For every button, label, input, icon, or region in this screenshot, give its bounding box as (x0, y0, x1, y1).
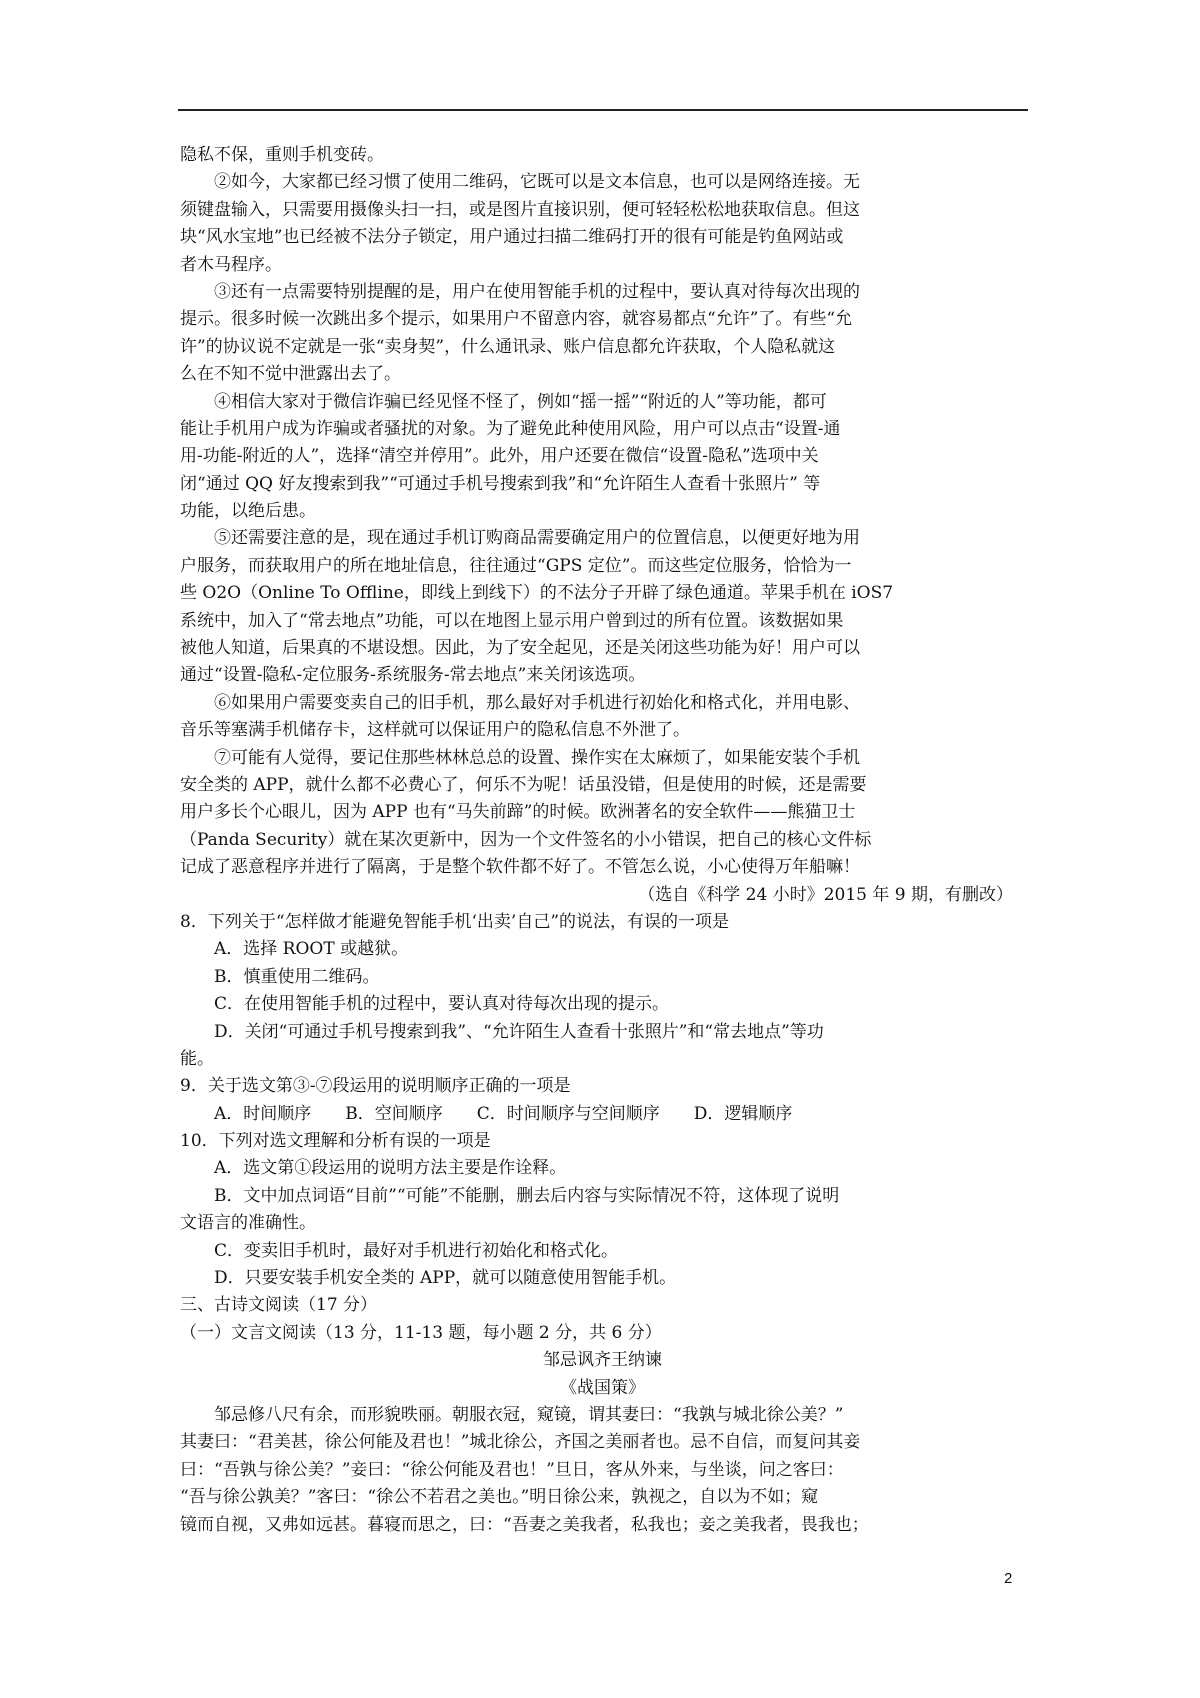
question-8: 8．下列关于“怎样做才能避免智能手机‘出卖’自己”的说法，有误的一项是 (180, 911, 730, 932)
subsection-heading: （一）文言文阅读（13 分，11-13 题，每小题 2 分，共 6 分） (180, 1322, 662, 1343)
classical-paragraph: 邹忌修八尺有余，而形貌昳丽。朝服衣冠，窥镜，谓其妻曰：“我孰与城北徐公美？” (214, 1404, 844, 1425)
text-line: 用户多长个心眼儿，因为 APP 也有“马失前蹄”的时候。欧洲著名的安全软件——熊猫卫士 (180, 802, 856, 823)
text-line: 隐私不保，重则手机变砖。 (180, 145, 384, 165)
text-line: 能让手机用户成为诈骗或者骚扰的对象。为了避免此种使用风险，用户可以点击“设置-通 (180, 418, 841, 439)
passage-title: 邹忌讽齐王纳谏 (543, 1350, 662, 1371)
text-line: 户服务，而获取用户的所在地址信息，往往通过“GPS 定位”。而这些定位服务，恰恰为一 (180, 555, 852, 576)
text-line: 记成了恶意程序并进行了隔离，于是整个软件都不好了。不管怎么说，小心使得万年船嘛！ (180, 857, 860, 878)
passage-source: 《战国策》 (560, 1377, 645, 1398)
text-line: 系统中，加入了“常去地点”功能，可以在地图上显示用户曾到过的所有位置。该数据如果 (180, 610, 844, 631)
text-line: 被他人知道，后果真的不堪设想。因此，为了安全起见，还是关闭这些功能为好！用户可以 (180, 638, 860, 659)
option-8b: B．慎重使用二维码。 (214, 966, 380, 987)
text-line: 安全类的 APP，就什么都不必费心了，何乐不为呢！话虽没错，但是使用的时候，还是需要 (180, 774, 867, 795)
option-10d: D．只要安装手机安全类的 APP，就可以随意使用智能手机。 (214, 1268, 677, 1289)
paragraph-4: ④相信大家对于微信诈骗已经见怪不怪了，例如“摇一摇”“附近的人”等功能，都可 (214, 391, 827, 412)
text-line: 须键盘输入，只需要用摄像头扫一扫，或是图片直接识别，便可轻轻松松地获取信息。但这 (180, 199, 860, 220)
text-line: 功能，以绝后患。 (180, 501, 316, 522)
text-line: 者木马程序。 (180, 254, 282, 275)
text-line: 些 O2O（Online To Offline，即线上到线下）的不法分子开辟了绿色通道。苹果手机在 iOS7 (180, 583, 894, 604)
question-10: 10．下列对选文理解和分析有误的一项是 (180, 1131, 491, 1152)
option-10c: C．变卖旧手机时，最好对手机进行初始化和格式化。 (214, 1240, 619, 1261)
text-line: 闭“通过 QQ 好友搜索到我”“可通过手机号搜索到我”和“允许陌生人查看十张照片” 等 (180, 473, 821, 494)
option-10a: A．选文第①段运用的说明方法主要是作诠释。 (214, 1158, 567, 1179)
text-line: “吾与徐公孰美？”客曰：“徐公不若君之美也。”明日徐公来，孰视之，自以为不如；窥 (180, 1487, 819, 1508)
text-line: 曰：“吾孰与徐公美？”妾曰：“徐公何能及君也！”旦日，客从外来，与坐谈，问之客曰： (180, 1459, 844, 1480)
paragraph-7: ⑦可能有人觉得，要记住那些林林总总的设置、操作实在太麻烦了，如果能安装个手机 (214, 747, 860, 768)
text-line: 提示。很多时候一次跳出多个提示，如果用户不留意内容，就容易都点“允许”了。有些“允 (180, 309, 853, 330)
option-8a: A．选择 ROOT 或越狱。 (214, 939, 409, 960)
source-citation: （选自《科学 24 小时》2015 年 9 期，有删改） (638, 884, 1013, 905)
header-rule (178, 109, 1028, 111)
text-line: 通过“设置-隐私-定位服务-系统服务-常去地点”来关闭该选项。 (180, 665, 646, 686)
text-line: 文语言的准确性。 (180, 1213, 316, 1234)
option-8c: C．在使用智能手机的过程中，要认真对待每次出现的提示。 (214, 994, 670, 1015)
options-9: A．时间顺序 B．空间顺序 C．时间顺序与空间顺序 D．逻辑顺序 (214, 1103, 793, 1124)
text-line: 能。 (180, 1048, 214, 1069)
text-line: 音乐等塞满手机储存卡，这样就可以保证用户的隐私信息不外泄了。 (180, 720, 690, 741)
text-line: （Panda Security）就在某次更新中，因为一个文件签名的小小错误，把自己的核心文件标 (180, 829, 872, 850)
page-body (180, 142, 1025, 1539)
paragraph-6: ⑥如果用户需要变卖自己的旧手机，那么最好对手机进行初始化和格式化，并用电影、 (214, 692, 860, 713)
page-number: 2 (1004, 1570, 1013, 1587)
paragraph-5: ⑤还需要注意的是，现在通过手机订购商品需要确定用户的位置信息，以便更好地为用 (214, 528, 860, 549)
text-line: 么在不知不觉中泄露出去了。 (180, 364, 401, 385)
paragraph-2: ②如今，大家都已经习惯了使用二维码，它既可以是文本信息，也可以是网络连接。无 (214, 172, 860, 193)
section-heading: 三、古诗文阅读（17 分） (180, 1295, 378, 1316)
option-10b: B．文中加点词语“目前”“可能”不能删，删去后内容与实际情况不符，这体现了说明 (214, 1185, 840, 1206)
text-line: 许”的协议说不定就是一张“卖身契”，什么通讯录、账户信息都允许获取，个人隐私就这 (180, 336, 836, 357)
option-8d: D．关闭“可通过手机号搜索到我”、“允许陌生人查看十张照片”和“常去地点”等功 (214, 1021, 824, 1042)
text-line: 块“风水宝地”也已经被不法分子锁定，用户通过扫描二维码打开的很有可能是钓鱼网站或 (180, 227, 844, 248)
text-line: 其妻曰：“君美甚，徐公何能及君也！”城北徐公，齐国之美丽者也。忌不自信，而复问其妾 (180, 1432, 861, 1453)
paragraph-3: ③还有一点需要特别提醒的是，用户在使用智能手机的过程中，要认真对待每次出现的 (214, 281, 860, 302)
question-9: 9．关于选文第③-⑦段运用的说明顺序正确的一项是 (180, 1076, 571, 1097)
text-line: 用-功能-附近的人”，选择“清空并停用”。此外，用户还要在微信“设置-隐私”选项中关 (180, 446, 819, 467)
text-line: 镜而自视，又弗如远甚。暮寝而思之，曰：“吾妻之美我者，私我也；妾之美我者，畏我也； (180, 1514, 869, 1535)
